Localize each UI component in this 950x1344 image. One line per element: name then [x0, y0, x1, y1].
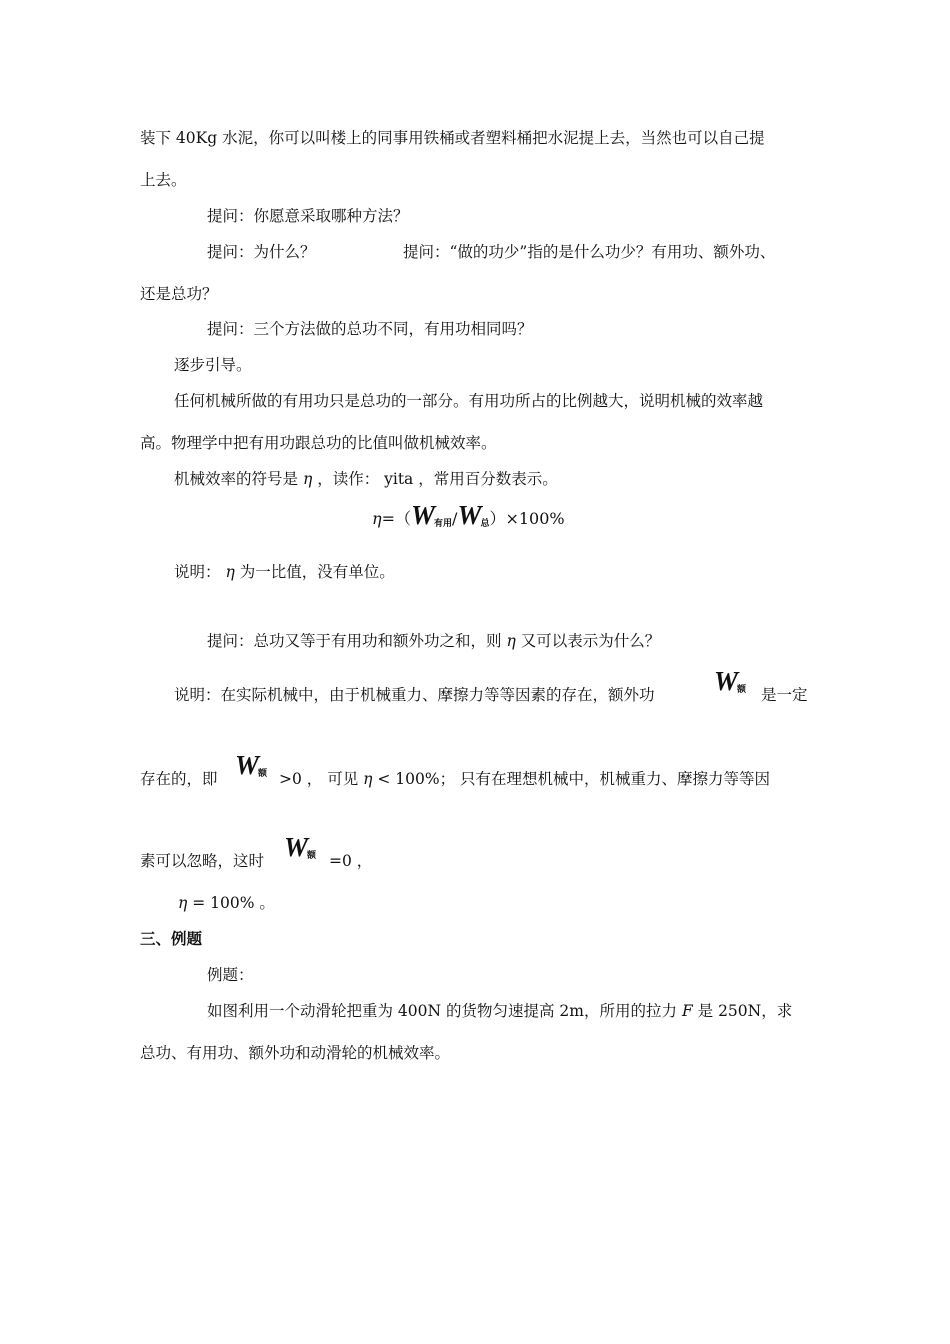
paragraph-line: 素可以忽略，这时	[140, 852, 265, 870]
w-extra-symbol	[284, 832, 316, 871]
formula-w-useful: W	[411, 500, 435, 530]
text-span: < 100%； 只有在理想机械中，机械重力、摩擦力等等因	[377, 770, 771, 788]
paragraph-line: 逐步引导。	[174, 356, 252, 374]
example-label: 例题：	[207, 966, 254, 984]
paragraph-line: =0 ，	[329, 852, 373, 870]
paragraph-line: 装下 40Kg 水泥，你可以叫楼上的同事用铁桶或者塑料桶把水泥提上去，当然也可以自己提	[140, 129, 765, 147]
formula-close: ）×100%	[489, 509, 565, 528]
question-line	[207, 242, 316, 262]
w-sub-extra: 额	[258, 769, 268, 779]
force-symbol: F	[681, 1002, 693, 1020]
text-span: 如图利用一个动滑轮把重为 400N 的货物匀速提高 2m，所用的拉力	[207, 1002, 677, 1020]
w-letter: W	[714, 666, 738, 696]
paragraph-line: 任何机械所做的有用功只是总功的一部分。有用功所占的比例越大，说明机械的效率越	[174, 392, 764, 410]
formula-eta: η	[372, 509, 382, 528]
text-span: 提问：总功又等于有用功和额外功之和，则	[207, 632, 502, 650]
section-heading: 三、例题	[140, 930, 203, 948]
text-span: >0 ， 可见	[279, 770, 359, 788]
eta-symbol: η	[363, 770, 373, 788]
note-line	[174, 562, 395, 582]
paragraph-line: 高。物理学中把有用功跟总功的比值叫做机械效率。	[140, 434, 497, 452]
formula-eq-open: =（	[381, 509, 412, 528]
paragraph-line: 存在的，即	[140, 770, 218, 788]
text-span: 又可以表示为什么？	[520, 632, 661, 650]
w-extra-symbol	[714, 666, 746, 705]
eta-symbol: η	[225, 563, 235, 581]
example-line: 总功、有用功、额外功和动滑轮的机械效率。	[140, 1044, 451, 1062]
text-span: 为一比值，没有单位。	[239, 563, 395, 581]
text-span: 机械效率的符号是	[174, 470, 299, 488]
paragraph-line	[178, 893, 275, 913]
note-line: 说明：在实际机械中，由于机械重力、摩擦力等等因素的存在，额外功	[174, 686, 655, 704]
text-span: ，读作： yita ，常用百分数表示。	[317, 470, 558, 488]
w-sub-extra: 额	[737, 685, 747, 695]
question-line	[207, 631, 660, 651]
text-span: = 100% 。	[192, 894, 275, 912]
w-letter: W	[284, 832, 308, 862]
w-extra-symbol	[235, 750, 267, 789]
paragraph-line	[174, 469, 558, 489]
paragraph-line: 上去。	[140, 171, 187, 189]
text-span: 说明：	[174, 563, 221, 581]
formula-sub-total: 总	[480, 519, 490, 529]
paragraph-line	[279, 769, 770, 789]
question-why: 提问：为什么？	[207, 243, 316, 261]
eta-symbol: η	[302, 470, 313, 488]
question-line: 提问：你愿意采取哪种方法？	[207, 207, 409, 225]
example-line	[207, 1001, 792, 1021]
eta-symbol: η	[506, 632, 516, 650]
efficiency-formula	[372, 500, 565, 539]
note-line: 是一定	[761, 686, 808, 704]
text-span: 是 250N，求	[697, 1002, 793, 1020]
w-letter: W	[235, 750, 259, 780]
formula-w-total: W	[457, 500, 481, 530]
formula-sub-useful: 有用	[434, 519, 453, 529]
w-sub-extra: 额	[307, 851, 317, 861]
question-line: 提问：“做的功少”指的是什么功少？有用功、额外功、	[403, 243, 776, 261]
question-line: 还是总功？	[140, 285, 218, 303]
formula-slash: /	[452, 509, 458, 528]
eta-symbol: η	[178, 894, 188, 912]
question-line: 提问：三个方法做的总功不同，有用功相同吗？	[207, 320, 533, 338]
